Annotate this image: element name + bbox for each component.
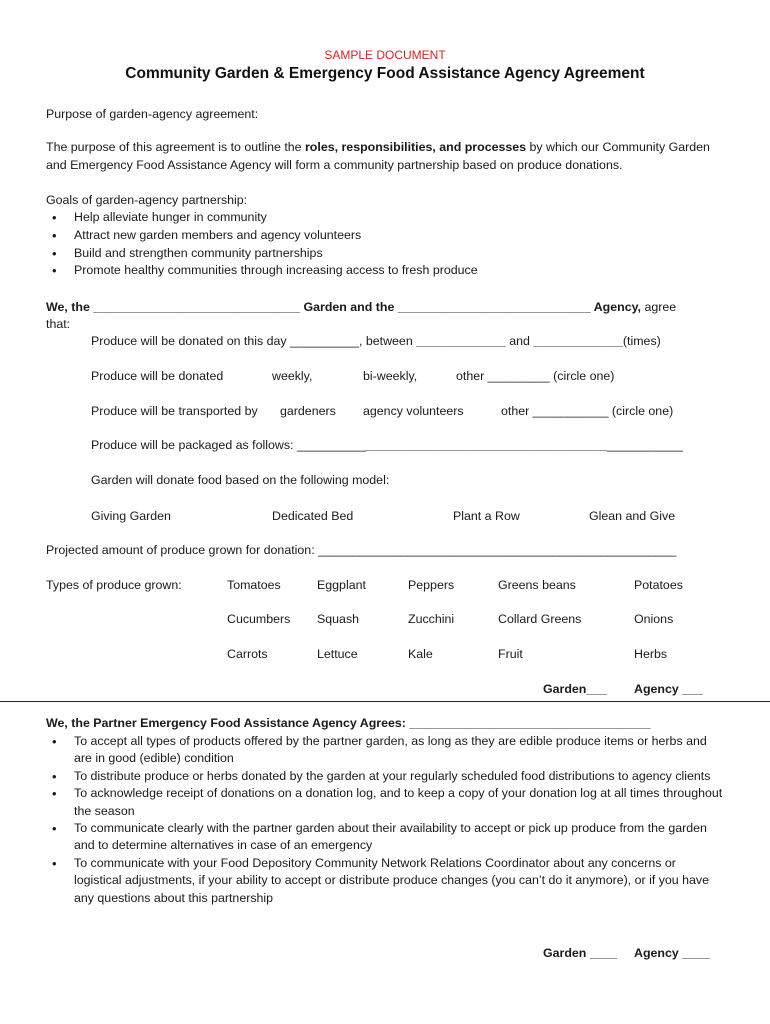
- transport-option-volunteers: agency volunteers: [363, 404, 464, 418]
- model-text: Garden will donate food based on the following model:: [91, 473, 390, 487]
- transport-option-gardeners: gardeners: [280, 404, 336, 418]
- agree-word: agree: [641, 300, 677, 314]
- garden-initials-1: Garden___: [543, 682, 608, 696]
- produce-item: Herbs: [634, 647, 668, 661]
- packaged-blank: ___________________________________: [365, 438, 608, 452]
- we-the-garden-line: [46, 299, 676, 315]
- garden-initials-2: Garden ____: [543, 946, 618, 960]
- packaged-tail: ___________: [607, 438, 683, 452]
- produce-item: Lettuce: [317, 647, 358, 661]
- we-the-garden-part1: We, the ___________________: [46, 300, 225, 314]
- transport-option-other: other ___________ (circle one): [501, 404, 674, 418]
- agency-agrees-heading: We, the Partner Emergency Food Assistance Agency Agrees: ___________________________________: [46, 716, 651, 730]
- produce-item: Squash: [317, 612, 360, 626]
- frequency-option-other: other _________ (circle one): [456, 369, 615, 383]
- frequency-label: Produce will be donated: [91, 369, 224, 383]
- we-the-garden-part2: ___________ Garden and the ____________________________ Agency,: [224, 300, 641, 314]
- donation-day-text: Produce will be donated on this day __________, between: [91, 334, 417, 348]
- goal-item: • Help alleviate hunger in community: [46, 209, 478, 227]
- model-option-dedicated-bed: Dedicated Bed: [272, 509, 354, 523]
- times-word: (times): [622, 334, 661, 348]
- goals-heading: Goals of garden-agency partnership:: [46, 193, 248, 207]
- agency-agreement-item: • To communicate with your Food Depository Community Network Relations Coordinator about any concerns or logistical adjustments, if your ability to accept or distribute produce changes (you can’t do it anymore), or if you have any questions about this partnership: [46, 855, 724, 907]
- purpose-line-1-post: by which our Community Garden: [526, 140, 710, 154]
- page-title: Community Garden & Emergency Food Assistance Agency Agreement: [125, 65, 645, 82]
- projected-amount-line: Projected amount of produce grown for donation: ____________________________________________________: [46, 543, 677, 557]
- produce-types-label: Types of produce grown:: [46, 578, 182, 592]
- produce-item: Collard Greens: [498, 612, 582, 626]
- agency-agreements-list: [46, 733, 724, 907]
- donation-time-blank-1: _____________: [416, 334, 506, 348]
- agency-agreement-item: • To distribute produce or herbs donated by the garden at your regularly scheduled food distributions to agency clients: [46, 768, 724, 785]
- and-word: and: [505, 334, 534, 348]
- produce-item: Cucumbers: [227, 612, 291, 626]
- agency-initials-2: Agency ____: [634, 946, 710, 960]
- produce-item: Carrots: [227, 647, 268, 661]
- goal-item: • Build and strengthen community partnerships: [46, 245, 478, 263]
- section-divider: [0, 701, 770, 702]
- produce-item: Tomatoes: [227, 578, 281, 592]
- produce-item: Peppers: [408, 578, 455, 592]
- purpose-line-1-bold: roles, responsibilities, and processes: [304, 140, 527, 154]
- frequency-option-biweekly: bi-weekly,: [363, 369, 418, 383]
- produce-item: Potatoes: [634, 578, 683, 592]
- produce-item: Fruit: [498, 647, 523, 661]
- purpose-line-1: [46, 139, 710, 155]
- model-option-glean-and-give: Glean and Give: [589, 509, 676, 523]
- agency-initials-1: Agency ___: [634, 682, 703, 696]
- produce-item: Kale: [408, 647, 433, 661]
- transport-label: Produce will be transported by: [91, 404, 258, 418]
- agency-agreement-item: • To accept all types of products offered by the partner garden, as long as they are edible produce items or herbs and are in good (edible) condition: [46, 733, 724, 768]
- goal-item: • Attract new garden members and agency volunteers: [46, 227, 478, 245]
- packaged-line: [91, 437, 683, 453]
- produce-item: Greens beans: [498, 578, 576, 592]
- purpose-heading: Purpose of garden-agency agreement:: [46, 107, 259, 121]
- packaged-text: Produce will be packaged as follows: __________: [91, 438, 366, 452]
- model-option-giving-garden: Giving Garden: [91, 509, 171, 523]
- agency-agreement-item: • To communicate clearly with the partner garden about their availability to accept or pick up produce from the garden and to determine alternatives in case of an emergency: [46, 820, 724, 855]
- that-word: that:: [46, 317, 71, 331]
- goal-item: • Promote healthy communities through increasing access to fresh produce: [46, 262, 478, 280]
- frequency-option-weekly: weekly,: [272, 369, 313, 383]
- purpose-line-1-pre: The purpose of this agreement is to outline the: [46, 140, 305, 154]
- produce-item: Onions: [634, 612, 674, 626]
- donation-time-blank-2: _____________: [533, 334, 623, 348]
- produce-item: Zucchini: [408, 612, 455, 626]
- agency-agreement-item: • To acknowledge receipt of donations on a donation log, and to keep a copy of your donation log at all times throughout the season: [46, 785, 724, 820]
- sample-document-label: SAMPLE DOCUMENT: [324, 48, 446, 62]
- produce-item: Eggplant: [317, 578, 366, 592]
- donation-day-line: [91, 333, 661, 349]
- model-option-plant-a-row: Plant a Row: [453, 509, 520, 523]
- purpose-line-2: and Emergency Food Assistance Agency will form a community partnership based on produce donations.: [46, 158, 623, 172]
- goals-list: [46, 209, 478, 280]
